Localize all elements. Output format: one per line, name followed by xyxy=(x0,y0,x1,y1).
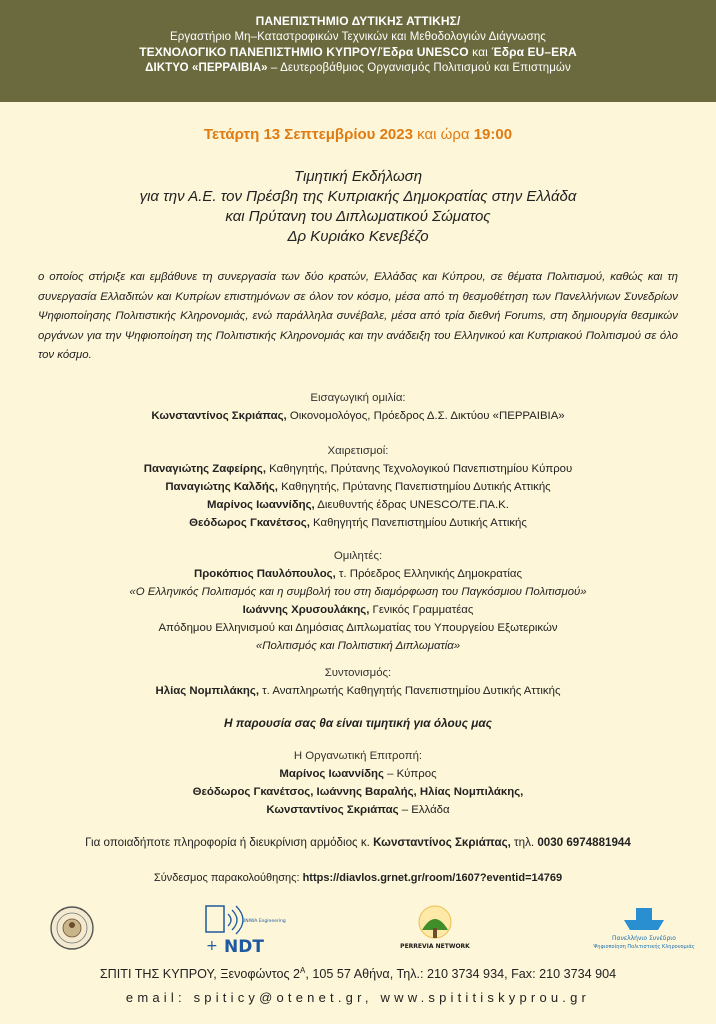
logos-row xyxy=(0,898,716,960)
greeting-item: Παναγιώτης Ζαφείρης, Καθηγητής, Πρύτανης Τεχνολογικού Πανεπιστημίου Κύπρου xyxy=(143,463,573,475)
greetings-section xyxy=(0,442,716,532)
conference-subtitle: Ψηφιοποίηση Πολιτιστικής Κληρονομιάς xyxy=(593,944,695,950)
event-title-line: Δρ Κυριάκο Κενεβέζο xyxy=(287,228,429,245)
svg-text:+: + xyxy=(206,938,218,954)
description-paragraph: ο οποίος στήριξε και εμβάθυνε τη συνεργασία των δύο κρατών, Ελλάδας και Κύπρου, σε θέματα Πολιτισμού, καθώς και τη συνεργασία Ελλαδιτών και Κυπρίων επιστημόνων σε όλον τον κόσμο, μέσα από τη θεσμοθέτηση των Πανελλήνιων Συνεδρίων Ψηφιοποίησης Πολιτιστικής Κληρονομιάς, ενώ παράλληλα συνέβαλε, μέσα από τρία διεθνή Forums, στη δημιουργία θεσμικών οργάνων για την Ψηφιοποίηση της Πολιτιστικής Κληρονομιάς και την ανάδειξη του Ελληνικού και Κυπριακού Πολιτισμού σε όλο τον κόσμο. xyxy=(38,271,678,361)
committee-line: Κωνσταντίνος Σκριάπας – Ελλάδα xyxy=(266,804,450,816)
event-title-line: Τιμητική Εκδήλωση xyxy=(293,168,423,185)
perrevia-text: PERREVIA NETWORK xyxy=(400,943,470,950)
stream-link-line: Σύνδεσμος παρακολούθησης: https://diavlos.grnet.gr/room/1607?eventid=14769 xyxy=(153,872,563,884)
speaker-1: Προκόπιος Παυλόπουλος, τ. Πρόεδρος Ελληνικής Δημοκρατίας xyxy=(194,568,522,580)
speaker-1-title: «Ο Ελληνικός Πολιτισμός και η συμβολή του στη διαμόρφωση του Παγκόσμιου Πολιτισμού» xyxy=(129,586,587,598)
section-label: Ομιλητές: xyxy=(333,550,383,562)
footer-address: ΣΠΙΤΙ ΤΗΣ ΚΥΠΡΟΥ, Ξενοφώντος $2^A$, 105 57 Αθήνα, Τηλ.: 210 3734 934, Fax: 210 3734 904 xyxy=(99,966,617,982)
section-label: Συντονισμός: xyxy=(324,667,392,679)
coordination-section xyxy=(0,664,716,700)
contact-info: Για οποιαδήποτε πληροφορία ή διευκρίνιση αρμόδιος κ. Κωνσταντίνος Σκριάπας, τηλ. 0030 6974881944 xyxy=(85,836,631,849)
event-title-line: και Πρύτανη του Διπλωματικού Σώματος xyxy=(225,208,491,225)
intro-speaker: Κωνσταντίνος Σκριάπας, Οικονομολόγος, Πρόεδρος Δ.Σ. Δικτύου «ΠΕΡΡΑΙΒΙΑ» xyxy=(151,410,565,422)
intro-section xyxy=(0,389,716,425)
conference-logo xyxy=(594,900,694,958)
speaker-2-title: «Πολιτισμός και Πολιτιστική Διπλωματία» xyxy=(255,640,461,652)
section-label: Χαιρετισμοί: xyxy=(327,445,389,457)
stream-link[interactable]: https://diavlos.grnet.gr/room/1607?eventid=14769 xyxy=(302,872,563,884)
section-label: Εισαγωγική ομιλία: xyxy=(310,392,406,404)
ndt-lab-logo xyxy=(202,900,286,957)
committee-line: Μαρίνος Ιωαννίδης – Κύπρος xyxy=(279,768,437,780)
ndt-text: NDT xyxy=(224,937,264,957)
event-title-line: για την Α.Ε. τον Πρέσβη της Κυπριακής Δημοκρατίας στην Ελλάδα xyxy=(139,188,577,205)
header-line-4: ΔΙΚΤΥΟ «ΠΕΡΡΑΙΒΙΑ» – Δευτεροβάθμιος Οργανισμός Πολιτισμού και Επιστημών xyxy=(145,61,571,74)
speaker-2-desc: Απόδημου Ελληνισμού και Δημόσιας Διπλωματίας του Υπουργείου Εξωτερικών xyxy=(158,622,558,634)
university-seal-logo xyxy=(50,898,94,958)
presence-note: Η παρουσία σας θα είναι τιμητική για όλους μας xyxy=(224,716,492,730)
event-title xyxy=(0,167,716,247)
header-line-3: ΤΕΧΝΟΛΟΓΙΚΟ ΠΑΝΕΠΙΣΤΗΜΙΟ ΚΥΠΡΟΥ/Έδρα UNESCO και Έδρα EU–ERA xyxy=(139,45,577,59)
header-line-1: ΠΑΝΕΠΙΣΤΗΜΙΟ ΔΥΤΙΚΗΣ ΑΤΤΙΚΗΣ/ xyxy=(255,14,461,28)
greeting-item: Παναγιώτης Καλδής, Καθηγητής, Πρύτανης Πανεπιστημίου Δυτικής Αττικής xyxy=(165,481,551,493)
header-banner xyxy=(0,0,716,102)
ndt-small-text: UNIWA Engineering xyxy=(242,919,286,924)
coordinator: Ηλίας Νομπιλάκης, τ. Αναπληρωτής Καθηγητής Πανεπιστημίου Δυτικής Αττικής xyxy=(155,685,561,697)
footer-contact: email: spiticy@otenet.gr, www.spititiskyprou.gr xyxy=(125,990,591,1005)
perrevia-network-logo xyxy=(400,900,470,956)
committee-line: Θεόδωρος Γκανέτσος, Ιωάννης Βαραλής, Ηλίας Νομπιλάκης, xyxy=(192,786,524,798)
greeting-item: Θεόδωρος Γκανέτσος, Καθηγητής Πανεπιστημίου Δυτικής Αττικής xyxy=(189,517,527,529)
conference-name: Πανελλήνιο Συνέδριο xyxy=(612,935,676,942)
speaker-2: Ιωάννης Χρυσουλάκης, Γενικός Γραμματέας xyxy=(242,604,474,616)
speakers-section xyxy=(0,547,716,655)
section-label: Η Οργανωτική Επιτροπή: xyxy=(293,750,423,762)
event-date: Τετάρτη 13 Σεπτεμβρίου 2023 και ώρα 19:00 xyxy=(203,126,513,143)
header-line-2: Εργαστήριο Μη–Καταστροφικών Τεχνικών και Μεθοδολογιών Διάγνωσης xyxy=(170,30,546,43)
committee-section xyxy=(0,747,716,819)
greeting-item: Μαρίνος Ιωαννίδης, Διευθυντής έδρας UNESCO/ΤΕ.ΠΑ.Κ. xyxy=(207,499,509,511)
